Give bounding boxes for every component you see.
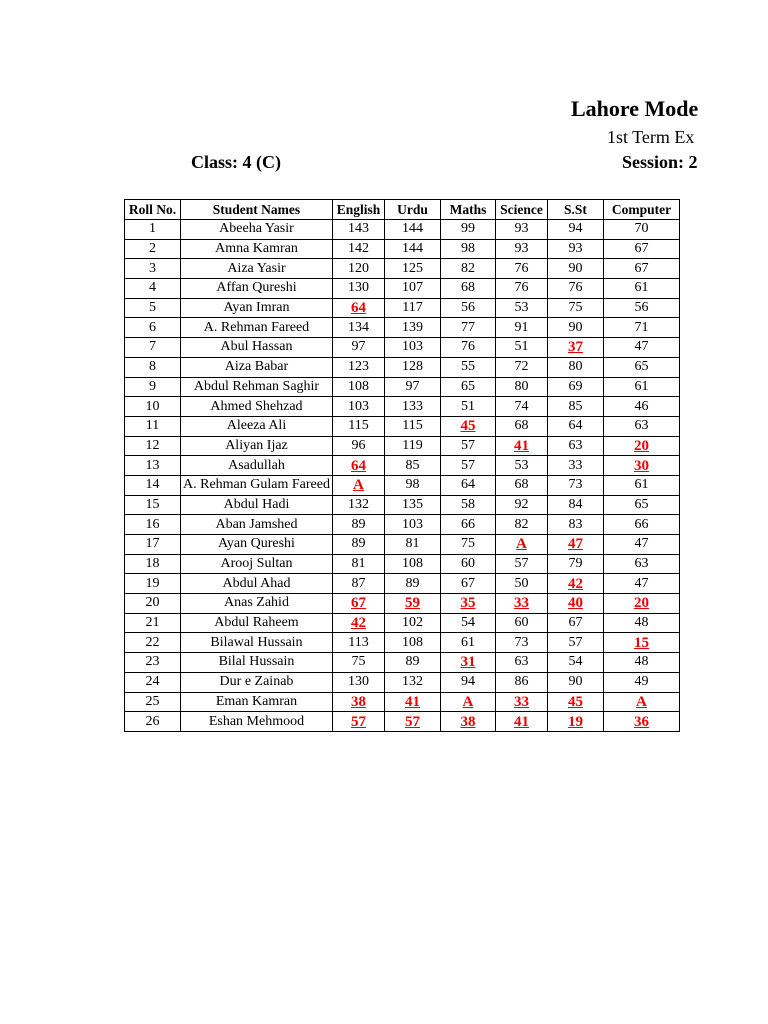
- roll-number-cell: 20: [125, 594, 181, 614]
- english-mark-cell: A: [332, 475, 384, 495]
- roll-number-cell: 7: [125, 338, 181, 358]
- science-mark-cell: 53: [495, 456, 547, 476]
- science-mark-cell: A: [495, 535, 547, 555]
- table-row: [125, 377, 680, 397]
- english-mark-cell: 115: [332, 416, 384, 436]
- maths-mark-cell: 54: [440, 613, 495, 633]
- science-mark-cell: 53: [495, 298, 547, 318]
- computer-mark-cell: 56: [603, 298, 679, 318]
- maths-mark-cell: 67: [440, 574, 495, 594]
- science-mark-cell: 72: [495, 357, 547, 377]
- student-name-cell: Abul Hassan: [181, 338, 333, 358]
- sst-mark-cell: 69: [547, 377, 603, 397]
- maths-mark-cell: 66: [440, 515, 495, 535]
- roll-number-cell: 13: [125, 456, 181, 476]
- table-row: [125, 456, 680, 476]
- maths-mark-cell: 38: [440, 712, 495, 732]
- computer-mark-cell: 48: [603, 653, 679, 673]
- english-mark-cell: 89: [332, 515, 384, 535]
- table-row: [125, 594, 680, 614]
- table-row: [125, 495, 680, 515]
- student-name-cell: Eman Kamran: [181, 692, 333, 712]
- urdu-mark-cell: 108: [384, 554, 440, 574]
- table-row: [125, 416, 680, 436]
- roll-number-cell: 24: [125, 672, 181, 692]
- maths-mark-cell: 64: [440, 475, 495, 495]
- science-mark-cell: 41: [495, 712, 547, 732]
- computer-mark-cell: 63: [603, 416, 679, 436]
- table-row: [125, 554, 680, 574]
- english-mark-cell: 38: [332, 692, 384, 712]
- urdu-mark-cell: 98: [384, 475, 440, 495]
- urdu-mark-cell: 128: [384, 357, 440, 377]
- maths-mark-cell: A: [440, 692, 495, 712]
- student-name-cell: Bilal Hussain: [181, 653, 333, 673]
- table-row: [125, 436, 680, 456]
- table-row: [125, 259, 680, 279]
- science-mark-cell: 60: [495, 613, 547, 633]
- sst-mark-cell: 42: [547, 574, 603, 594]
- session-label: Session: 2: [622, 152, 698, 172]
- computer-mark-cell: 47: [603, 338, 679, 358]
- urdu-mark-cell: 119: [384, 436, 440, 456]
- english-mark-cell: 75: [332, 653, 384, 673]
- science-mark-cell: 92: [495, 495, 547, 515]
- table-row: [125, 613, 680, 633]
- student-name-cell: Aiza Yasir: [181, 259, 333, 279]
- roll-number-cell: 6: [125, 318, 181, 338]
- urdu-mark-cell: 108: [384, 633, 440, 653]
- science-mark-cell: 76: [495, 279, 547, 299]
- science-mark-cell: 33: [495, 692, 547, 712]
- english-mark-cell: 96: [332, 436, 384, 456]
- student-name-cell: Bilawal Hussain: [181, 633, 333, 653]
- english-mark-cell: 113: [332, 633, 384, 653]
- table-row: [125, 220, 680, 240]
- urdu-mark-cell: 103: [384, 515, 440, 535]
- table-row: [125, 279, 680, 299]
- science-mark-cell: 68: [495, 416, 547, 436]
- science-mark-cell: 50: [495, 574, 547, 594]
- english-mark-cell: 132: [332, 495, 384, 515]
- computer-mark-cell: 36: [603, 712, 679, 732]
- student-name-cell: A. Rehman Gulam Fareed: [181, 475, 333, 495]
- science-mark-cell: 93: [495, 239, 547, 259]
- maths-mark-cell: 60: [440, 554, 495, 574]
- table-row: [125, 672, 680, 692]
- urdu-mark-cell: 57: [384, 712, 440, 732]
- science-mark-cell: 63: [495, 653, 547, 673]
- science-mark-cell: 33: [495, 594, 547, 614]
- student-name-cell: Aiza Babar: [181, 357, 333, 377]
- science-mark-cell: 68: [495, 475, 547, 495]
- science-mark-cell: 82: [495, 515, 547, 535]
- sst-mark-cell: 33: [547, 456, 603, 476]
- column-header-roll: Roll No.: [125, 200, 181, 220]
- table-row: [125, 338, 680, 358]
- science-mark-cell: 93: [495, 220, 547, 240]
- sst-mark-cell: 19: [547, 712, 603, 732]
- student-name-cell: Affan Qureshi: [181, 279, 333, 299]
- sst-mark-cell: 37: [547, 338, 603, 358]
- maths-mark-cell: 58: [440, 495, 495, 515]
- roll-number-cell: 8: [125, 357, 181, 377]
- english-mark-cell: 143: [332, 220, 384, 240]
- english-mark-cell: 134: [332, 318, 384, 338]
- english-mark-cell: 42: [332, 613, 384, 633]
- urdu-mark-cell: 139: [384, 318, 440, 338]
- roll-number-cell: 16: [125, 515, 181, 535]
- urdu-mark-cell: 107: [384, 279, 440, 299]
- sst-mark-cell: 54: [547, 653, 603, 673]
- science-mark-cell: 76: [495, 259, 547, 279]
- urdu-mark-cell: 59: [384, 594, 440, 614]
- sst-mark-cell: 94: [547, 220, 603, 240]
- computer-mark-cell: 71: [603, 318, 679, 338]
- table-row: [125, 692, 680, 712]
- sst-mark-cell: 75: [547, 298, 603, 318]
- maths-mark-cell: 76: [440, 338, 495, 358]
- english-mark-cell: 89: [332, 535, 384, 555]
- student-name-cell: Abdul Rehman Saghir: [181, 377, 333, 397]
- science-mark-cell: 74: [495, 397, 547, 417]
- computer-mark-cell: 63: [603, 554, 679, 574]
- maths-mark-cell: 68: [440, 279, 495, 299]
- maths-mark-cell: 65: [440, 377, 495, 397]
- english-mark-cell: 67: [332, 594, 384, 614]
- student-name-cell: Abdul Raheem: [181, 613, 333, 633]
- english-mark-cell: 130: [332, 672, 384, 692]
- maths-mark-cell: 45: [440, 416, 495, 436]
- sst-mark-cell: 84: [547, 495, 603, 515]
- table-row: [125, 397, 680, 417]
- sst-mark-cell: 73: [547, 475, 603, 495]
- table-row: [125, 653, 680, 673]
- table-header-row: [125, 200, 680, 220]
- computer-mark-cell: 67: [603, 239, 679, 259]
- table-row: [125, 298, 680, 318]
- urdu-mark-cell: 144: [384, 220, 440, 240]
- column-header-maths: Maths: [440, 200, 495, 220]
- roll-number-cell: 25: [125, 692, 181, 712]
- english-mark-cell: 123: [332, 357, 384, 377]
- english-mark-cell: 64: [332, 298, 384, 318]
- student-name-cell: Aban Jamshed: [181, 515, 333, 535]
- roll-number-cell: 5: [125, 298, 181, 318]
- english-mark-cell: 87: [332, 574, 384, 594]
- urdu-mark-cell: 144: [384, 239, 440, 259]
- maths-mark-cell: 82: [440, 259, 495, 279]
- urdu-mark-cell: 103: [384, 338, 440, 358]
- computer-mark-cell: A: [603, 692, 679, 712]
- table-row: [125, 239, 680, 259]
- urdu-mark-cell: 132: [384, 672, 440, 692]
- sst-mark-cell: 80: [547, 357, 603, 377]
- column-header-urdu: Urdu: [384, 200, 440, 220]
- urdu-mark-cell: 115: [384, 416, 440, 436]
- science-mark-cell: 80: [495, 377, 547, 397]
- computer-mark-cell: 47: [603, 535, 679, 555]
- maths-mark-cell: 99: [440, 220, 495, 240]
- roll-number-cell: 11: [125, 416, 181, 436]
- student-name-cell: Amna Kamran: [181, 239, 333, 259]
- roll-number-cell: 14: [125, 475, 181, 495]
- table-row: [125, 318, 680, 338]
- sst-mark-cell: 76: [547, 279, 603, 299]
- roll-number-cell: 19: [125, 574, 181, 594]
- roll-number-cell: 22: [125, 633, 181, 653]
- column-header-english: English: [332, 200, 384, 220]
- roll-number-cell: 10: [125, 397, 181, 417]
- student-name-cell: Asadullah: [181, 456, 333, 476]
- roll-number-cell: 17: [125, 535, 181, 555]
- sst-mark-cell: 93: [547, 239, 603, 259]
- urdu-mark-cell: 97: [384, 377, 440, 397]
- computer-mark-cell: 65: [603, 357, 679, 377]
- table-row: [125, 535, 680, 555]
- maths-mark-cell: 31: [440, 653, 495, 673]
- maths-mark-cell: 57: [440, 436, 495, 456]
- roll-number-cell: 18: [125, 554, 181, 574]
- urdu-mark-cell: 133: [384, 397, 440, 417]
- computer-mark-cell: 66: [603, 515, 679, 535]
- urdu-mark-cell: 41: [384, 692, 440, 712]
- table-row: [125, 475, 680, 495]
- sst-mark-cell: 83: [547, 515, 603, 535]
- student-name-cell: Arooj Sultan: [181, 554, 333, 574]
- maths-mark-cell: 35: [440, 594, 495, 614]
- computer-mark-cell: 67: [603, 259, 679, 279]
- student-name-cell: A. Rehman Fareed: [181, 318, 333, 338]
- maths-mark-cell: 98: [440, 239, 495, 259]
- sst-mark-cell: 79: [547, 554, 603, 574]
- maths-mark-cell: 57: [440, 456, 495, 476]
- computer-mark-cell: 70: [603, 220, 679, 240]
- science-mark-cell: 41: [495, 436, 547, 456]
- roll-number-cell: 2: [125, 239, 181, 259]
- computer-mark-cell: 30: [603, 456, 679, 476]
- urdu-mark-cell: 125: [384, 259, 440, 279]
- roll-number-cell: 12: [125, 436, 181, 456]
- urdu-mark-cell: 89: [384, 574, 440, 594]
- sst-mark-cell: 85: [547, 397, 603, 417]
- student-name-cell: Ayan Qureshi: [181, 535, 333, 555]
- urdu-mark-cell: 85: [384, 456, 440, 476]
- computer-mark-cell: 65: [603, 495, 679, 515]
- computer-mark-cell: 20: [603, 436, 679, 456]
- science-mark-cell: 51: [495, 338, 547, 358]
- sheet-header: [0, 0, 702, 180]
- english-mark-cell: 64: [332, 456, 384, 476]
- student-name-cell: Abeeha Yasir: [181, 220, 333, 240]
- results-body: [125, 220, 680, 732]
- computer-mark-cell: 15: [603, 633, 679, 653]
- roll-number-cell: 3: [125, 259, 181, 279]
- computer-mark-cell: 61: [603, 279, 679, 299]
- english-mark-cell: 97: [332, 338, 384, 358]
- sst-mark-cell: 67: [547, 613, 603, 633]
- maths-mark-cell: 56: [440, 298, 495, 318]
- roll-number-cell: 9: [125, 377, 181, 397]
- urdu-mark-cell: 117: [384, 298, 440, 318]
- student-name-cell: Eshan Mehmood: [181, 712, 333, 732]
- urdu-mark-cell: 135: [384, 495, 440, 515]
- roll-number-cell: 4: [125, 279, 181, 299]
- english-mark-cell: 142: [332, 239, 384, 259]
- computer-mark-cell: 46: [603, 397, 679, 417]
- computer-mark-cell: 20: [603, 594, 679, 614]
- roll-number-cell: 23: [125, 653, 181, 673]
- column-header-sst: S.St: [547, 200, 603, 220]
- computer-mark-cell: 49: [603, 672, 679, 692]
- computer-mark-cell: 47: [603, 574, 679, 594]
- sst-mark-cell: 40: [547, 594, 603, 614]
- student-name-cell: Ayan Imran: [181, 298, 333, 318]
- column-header-computer: Computer: [603, 200, 679, 220]
- column-header-name: Student Names: [181, 200, 333, 220]
- column-header-science: Science: [495, 200, 547, 220]
- science-mark-cell: 86: [495, 672, 547, 692]
- english-mark-cell: 130: [332, 279, 384, 299]
- computer-mark-cell: 48: [603, 613, 679, 633]
- urdu-mark-cell: 81: [384, 535, 440, 555]
- sst-mark-cell: 63: [547, 436, 603, 456]
- sst-mark-cell: 47: [547, 535, 603, 555]
- science-mark-cell: 73: [495, 633, 547, 653]
- science-mark-cell: 57: [495, 554, 547, 574]
- roll-number-cell: 15: [125, 495, 181, 515]
- table-row: [125, 515, 680, 535]
- maths-mark-cell: 61: [440, 633, 495, 653]
- sst-mark-cell: 90: [547, 672, 603, 692]
- roll-number-cell: 26: [125, 712, 181, 732]
- maths-mark-cell: 94: [440, 672, 495, 692]
- table-row: [125, 633, 680, 653]
- maths-mark-cell: 51: [440, 397, 495, 417]
- urdu-mark-cell: 102: [384, 613, 440, 633]
- english-mark-cell: 103: [332, 397, 384, 417]
- student-name-cell: Dur e Zainab: [181, 672, 333, 692]
- sst-mark-cell: 57: [547, 633, 603, 653]
- maths-mark-cell: 75: [440, 535, 495, 555]
- english-mark-cell: 81: [332, 554, 384, 574]
- sst-mark-cell: 64: [547, 416, 603, 436]
- urdu-mark-cell: 89: [384, 653, 440, 673]
- student-name-cell: Aliyan Ijaz: [181, 436, 333, 456]
- table-row: [125, 712, 680, 732]
- computer-mark-cell: 61: [603, 377, 679, 397]
- student-name-cell: Abdul Hadi: [181, 495, 333, 515]
- maths-mark-cell: 55: [440, 357, 495, 377]
- sst-mark-cell: 90: [547, 318, 603, 338]
- science-mark-cell: 91: [495, 318, 547, 338]
- sst-mark-cell: 90: [547, 259, 603, 279]
- student-name-cell: Ahmed Shehzad: [181, 397, 333, 417]
- student-name-cell: Aleeza Ali: [181, 416, 333, 436]
- computer-mark-cell: 61: [603, 475, 679, 495]
- roll-number-cell: 1: [125, 220, 181, 240]
- table-row: [125, 357, 680, 377]
- table-row: [125, 574, 680, 594]
- english-mark-cell: 108: [332, 377, 384, 397]
- english-mark-cell: 57: [332, 712, 384, 732]
- maths-mark-cell: 77: [440, 318, 495, 338]
- roll-number-cell: 21: [125, 613, 181, 633]
- exam-title: 1st Term Ex: [607, 127, 695, 147]
- class-label: Class: 4 (C): [191, 152, 281, 172]
- english-mark-cell: 120: [332, 259, 384, 279]
- sst-mark-cell: 45: [547, 692, 603, 712]
- student-name-cell: Abdul Ahad: [181, 574, 333, 594]
- school-name: Lahore Mode: [571, 96, 699, 121]
- student-name-cell: Anas Zahid: [181, 594, 333, 614]
- results-table: [124, 199, 680, 732]
